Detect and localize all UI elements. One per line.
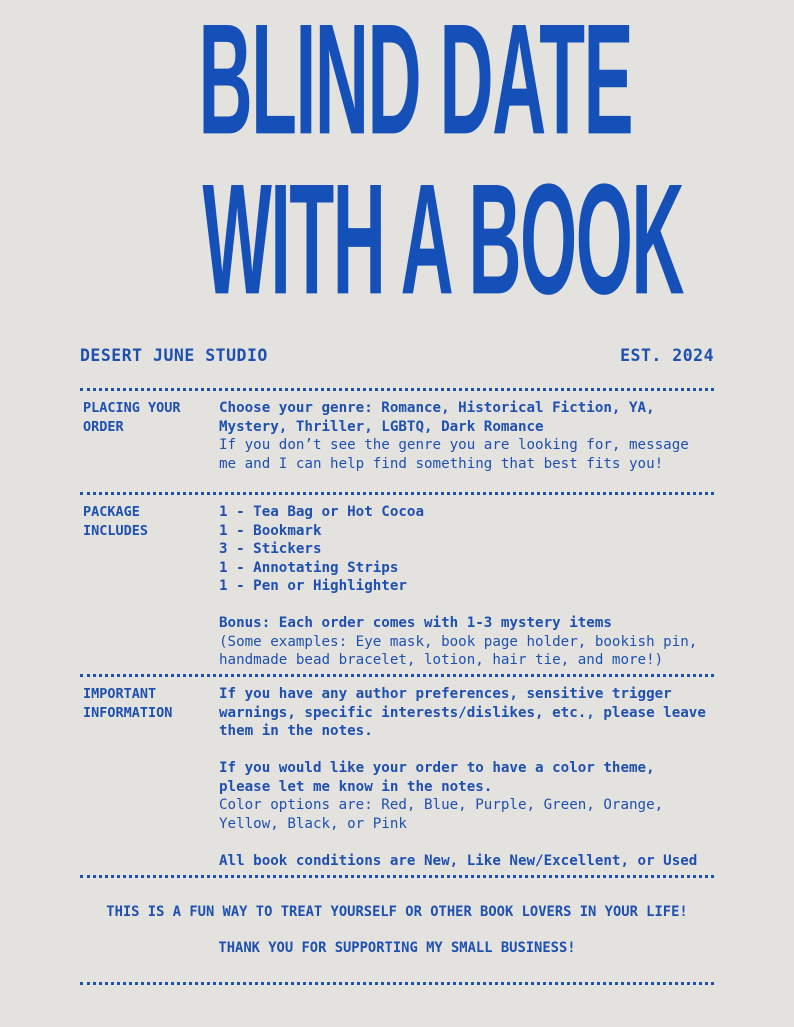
- section-label: IMPORTANT INFORMATION: [83, 686, 173, 721]
- list-item: 1 - Pen or Highlighter: [219, 578, 407, 594]
- footer-line-2: THANK YOU FOR SUPPORTING MY SMALL BUSINESS!: [218, 940, 576, 956]
- section-content: 1 - Tea Bag or Hot Cocoa 1 - Bookmark 3 - Stickers 1 - Annotating Strips 1 - Pen or Highlighter Bonus: Each order comes with 1-3 mystery items (Some examples: Eye mask, book page holder, bookish pin, handmade bead bracelet, lotion, hair tie, and more!): [219, 503, 719, 670]
- footer-line-1: THIS IS A FUN WAY TO TREAT YOURSELF OR OTHER BOOK LOVERS IN YOUR LIFE!: [106, 904, 688, 920]
- studio-name: DESERT JUNE STUDIO: [80, 346, 268, 365]
- list-item: 1 - Annotating Strips: [219, 559, 399, 576]
- dotted-divider: [80, 388, 714, 391]
- established-year: EST. 2024: [620, 346, 714, 365]
- section-label: PACKAGE INCLUDES: [83, 504, 149, 539]
- section-content: If you have any author preferences, sensitive trigger warnings, specific interests/dislikes, etc., please leave them in the notes. If you would like your order to have a color theme, please let me know in the notes. Color options are: Red, Blue, Purple, Green, Orange, Yellow, Black, or Pink All book conditions are New, Like New/Excellent, or Used: [219, 686, 706, 869]
- title-line-1: BLIND DATE: [198, 0, 633, 167]
- list-item: 1 - Tea Bag or Hot Cocoa: [219, 504, 424, 520]
- dotted-divider: [80, 492, 714, 495]
- section-content: Choose your genre: Romance, Historical Fiction, YA, Mystery, Thriller, LGBTQ, Dark Romance If you don’t see the genre you are looking for, message me and I can help find something that best fits you!: [219, 400, 689, 472]
- title-line-2: WITH A BOOK: [202, 150, 684, 327]
- dotted-divider: [80, 875, 714, 878]
- section-label: PLACING YOUR ORDER: [83, 400, 181, 435]
- dotted-divider: [80, 982, 714, 985]
- bonus-text: Bonus: Each order comes with 1-3 mystery items: [219, 615, 612, 631]
- list-item: 3 - Stickers: [219, 541, 322, 557]
- list-item: 1 - Bookmark: [219, 522, 322, 539]
- subheader: [80, 346, 714, 365]
- dotted-divider: [80, 674, 714, 677]
